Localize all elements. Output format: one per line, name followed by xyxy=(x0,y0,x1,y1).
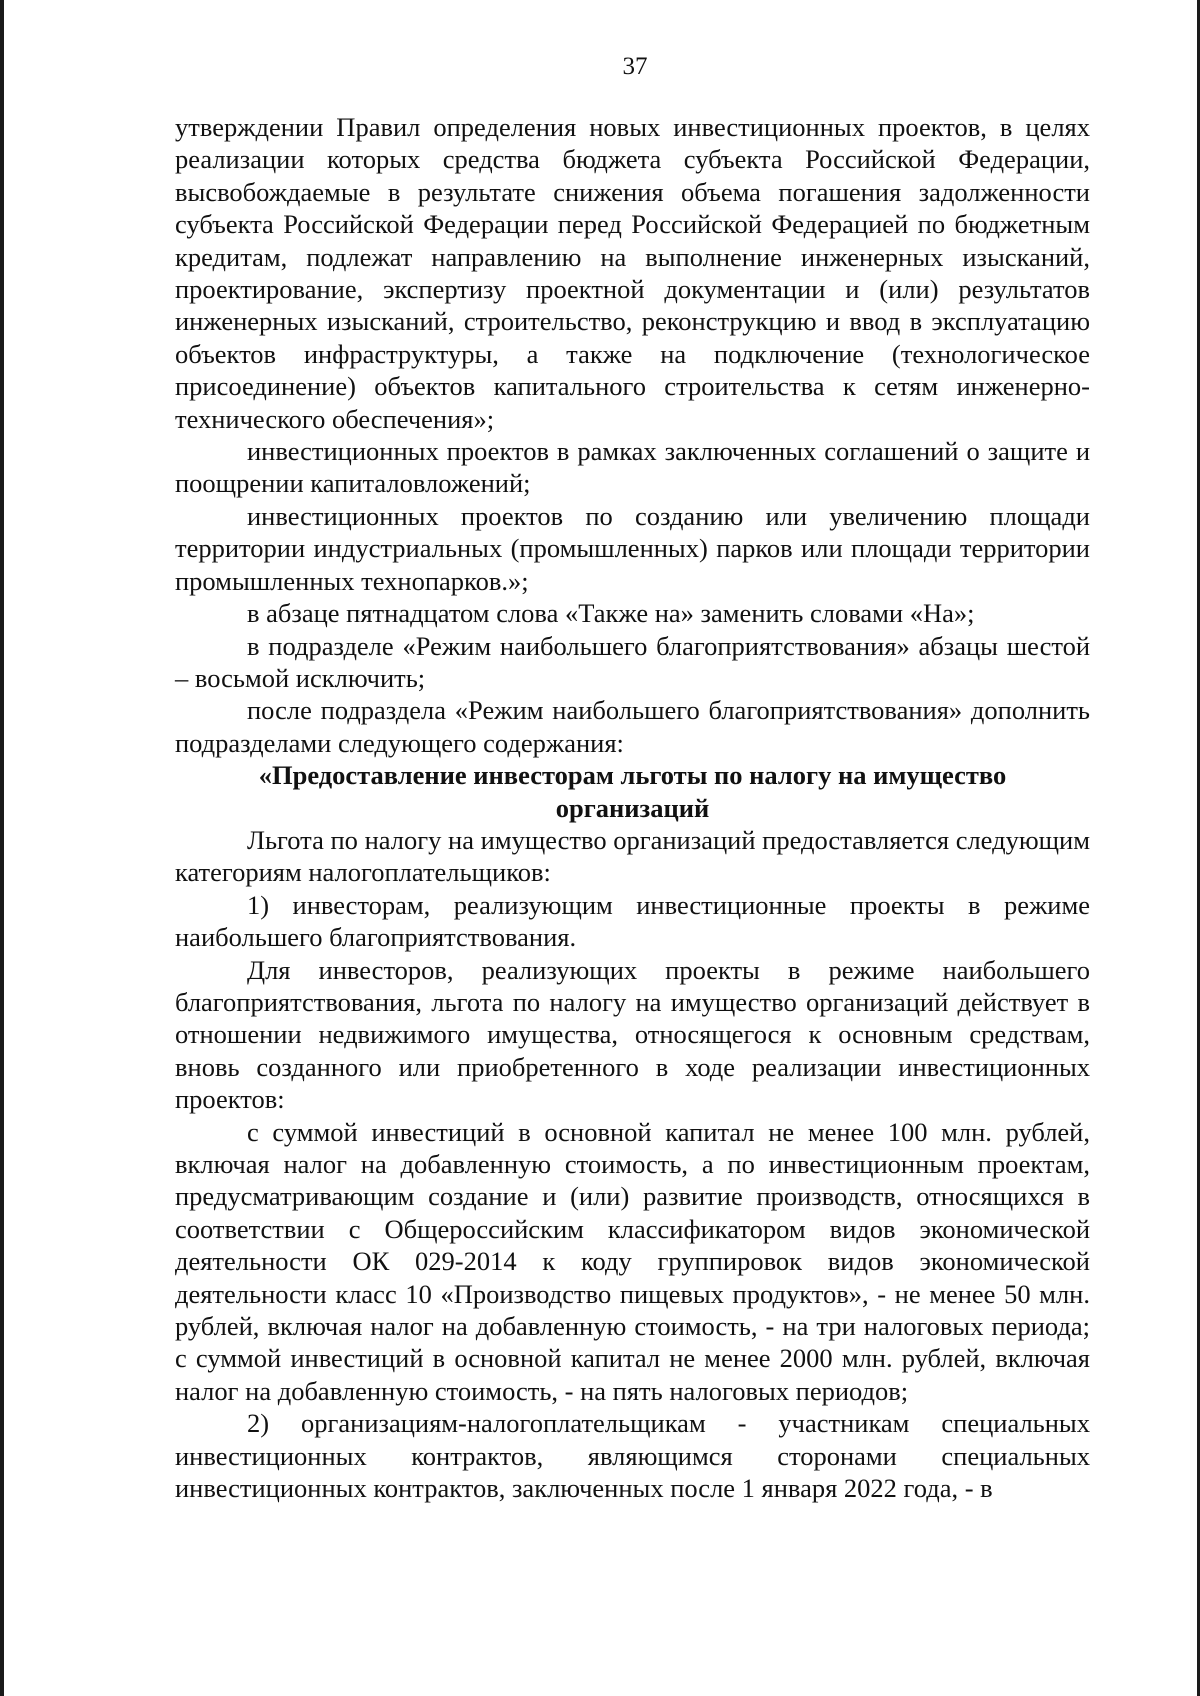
paragraph: после подраздела «Режим наибольшего благоприятствования» дополнить подразделами следующего содержания: xyxy=(175,695,1090,758)
paragraph: 1) инвесторам, реализующим инвестиционные проекты в режиме наибольшего благоприятствования. xyxy=(175,889,1090,953)
scan-edge-left xyxy=(0,0,4,1696)
paragraph-continuation: утверждении Правил определения новых инвестиционных проектов, в целях реализации которых средства бюджета субъекта Российской Федерации, высвобождаемые в результате снижения объема погашения задолженности субъекта Российской Федерации перед Российской Федерацией по бюджетным кредитам, подлежат направлению на выполнение инженерных изысканий, проектирование, экспертизу проектной документации и (или) результатов инженерных изысканий, строительство, реконструкцию и ввод в эксплуатацию объектов инфраструктуры, а также на подключение (технологическое присоединение) объектов капитального строительства к сетям инженерно-технического обеспечения»; xyxy=(175,112,1090,434)
paragraph: инвестиционных проектов в рамках заключенных соглашений о защите и поощрении капиталовложений; xyxy=(175,436,1090,499)
paragraph: с суммой инвестиций в основной капитал не менее 100 млн. рублей, включая налог на добавленную стоимость, а по инвестиционным проектам, предусматривающим создание и (или) развитие производств, относящихся в соответствии с Общероссийским классификатором видов экономической деятельности ОК 029-2014 к коду группировок видов экономической деятельности класс 10 «Производство пищевых продуктов», - не менее 50 млн. рублей, включая налог на добавленную стоимость, - на три налоговых периода; с суммой инвестиций в основной капитал не менее 2000 млн. рублей, включая налог на добавленную стоимость, - на пять налоговых периодов; xyxy=(175,1116,1090,1406)
paragraph: инвестиционных проектов по созданию или увеличению площади территории индустриальных (промышленных) парков или площади территории промышленных технопарков.»; xyxy=(175,500,1090,596)
paragraph: в абзаце пятнадцатом слова «Также на» заменить словами «На»; xyxy=(247,598,975,629)
page-number: 37 xyxy=(622,53,648,80)
document-body xyxy=(175,111,1090,1504)
paragraph: в подразделе «Режим наибольшего благоприятствования» абзацы шестой – восьмой исключить; xyxy=(175,630,1090,693)
paragraph: Для инвесторов, реализующих проекты в режиме наибольшего благоприятствования, льгота по налогу на имущество организаций действует в отношении недвижимого имущества, относящегося к основным средствам, вновь созданного или приобретенного в ходе реализации инвестиционных проектов: xyxy=(175,954,1090,1115)
section-heading: «Предоставление инвесторам льготы по налогу на имущество организаций xyxy=(258,760,1007,823)
paragraph: Льгота по налогу на имущество организаций предоставляется следующим категориям налогоплательщиков: xyxy=(175,824,1090,888)
paragraph: 2) организациям-налогоплательщикам - участникам специальных инвестиционных контрактов, являющимся сторонами специальных инвестиционных контрактов, заключенных после 1 января 2022 года, - в xyxy=(175,1408,1090,1504)
